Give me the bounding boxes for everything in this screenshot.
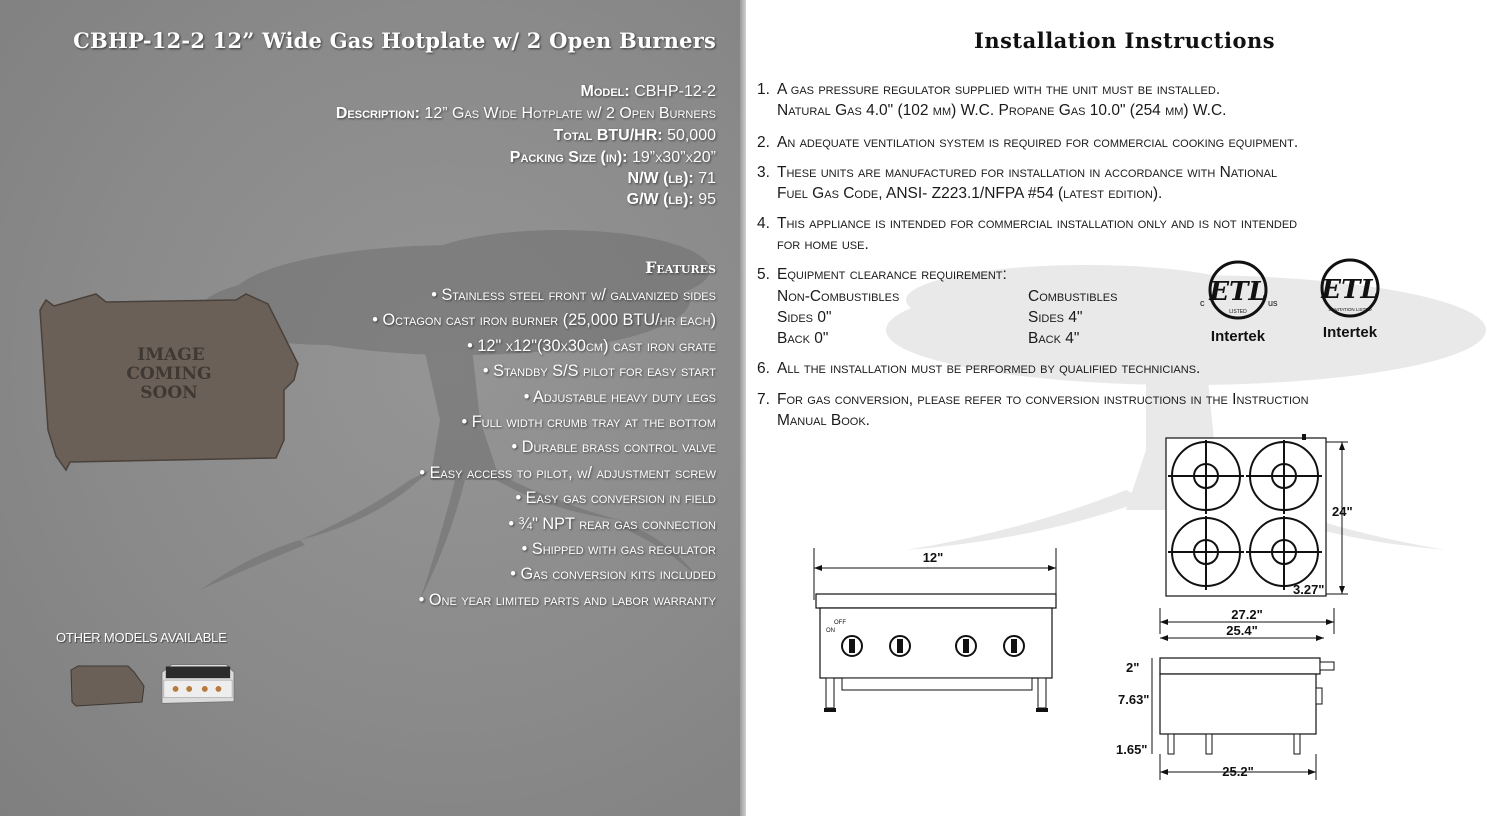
product-title: CBHP-12-2 12” Wide Gas Hotplate w/ 2 Open Burners — [73, 28, 716, 53]
installation-panel — [746, 0, 1487, 816]
clearance-row: Sides 4" — [1028, 309, 1083, 326]
instruction-number: 6. — [757, 360, 770, 377]
other-model-thumb-1[interactable] — [68, 662, 146, 708]
cert-brand: Intertek — [1210, 328, 1266, 345]
instruction-number: 1. — [757, 81, 770, 98]
clearance-row: Back 0" — [777, 330, 829, 347]
instruction-line: All the installation must be performed by qualified technicians. — [777, 360, 1201, 377]
instruction-5 — [757, 265, 1007, 286]
other-model-thumb-2[interactable] — [158, 662, 236, 708]
dim-depth: 24" — [1332, 504, 1353, 519]
spec-value: 19”x30”x20” — [631, 149, 716, 166]
instruction-1 — [757, 80, 1227, 121]
cert-mark: ETL — [1321, 275, 1379, 305]
placeholder-line: IMAGE — [137, 345, 205, 365]
spec-description — [336, 103, 716, 125]
top-view-drawing — [1158, 432, 1358, 602]
feature-item: • Gas conversion kits included — [510, 565, 716, 584]
instruction-line: Manual Book. — [777, 411, 870, 429]
spec-value: 12” Gas Wide Hotplate w/ 2 Open Burners — [424, 105, 716, 122]
clearance-col-noncombustible — [777, 286, 899, 349]
feature-item: • Shipped with gas regulator — [521, 540, 716, 559]
instruction-line: Fuel Gas Code, ANSI- Z223.1/NFPA #54 (latest edition). — [777, 184, 1163, 202]
spec-packing-size — [510, 147, 716, 169]
cert-right: us — [1268, 298, 1278, 308]
dim-body-width: 25.4" — [1226, 623, 1258, 638]
feature-item: • Easy access to pilot, w/ adjustment screw — [419, 463, 716, 482]
etl-sanitation-mark-icon — [1306, 258, 1396, 344]
cert-brand: Intertek — [1322, 324, 1378, 341]
clearance-heading: Combustibles — [1028, 288, 1118, 305]
instruction-2 — [757, 133, 1298, 154]
placeholder-line: COMING — [126, 364, 212, 384]
features-heading: Features — [645, 258, 716, 277]
instruction-number: 4. — [757, 215, 770, 232]
clearance-col-combustible — [1028, 286, 1117, 349]
feature-item: • Stainless steel front w/ galvanized sides — [431, 286, 716, 304]
spec-label: Total BTU/HR: — [553, 127, 663, 144]
dim-front-width: 12" — [922, 550, 944, 565]
instruction-4 — [757, 214, 1297, 255]
spec-label: G/W (lb): — [626, 191, 694, 208]
spec-value: 95 — [698, 191, 716, 208]
cert-sub: SANITATION LISTED — [1328, 307, 1372, 312]
feature-item: • Easy gas conversion in field — [515, 489, 716, 508]
spec-label: N/W (lb): — [627, 170, 694, 187]
etl-listed-mark-icon — [1194, 260, 1284, 346]
feature-item: • Adjustable heavy duty legs — [523, 387, 716, 406]
installation-title: Installation Instructions — [974, 28, 1276, 53]
dim-overall-width: 27.2" — [1231, 607, 1263, 622]
dim-base-width: 25.2" — [1222, 764, 1254, 779]
spec-btu — [554, 125, 717, 147]
spec-label: Packing Size (in): — [509, 149, 628, 166]
instruction-line: Equipment clearance requirement: — [777, 266, 1007, 283]
feature-item: • Standby S/S pilot for easy start — [482, 362, 716, 381]
clearance-row: Sides 0" — [777, 309, 832, 326]
cert-mark: ETL — [1209, 277, 1267, 307]
other-models-label: OTHER MODELS AVAILABLE — [56, 630, 227, 645]
spec-label: Model: — [580, 83, 630, 100]
instruction-line: This appliance is intended for commercial installation only and is not intended — [777, 215, 1298, 232]
spec-gross-weight — [627, 189, 716, 211]
instruction-line: Natural Gas 4.0" (102 mm) W.C. Propane Gas 10.0" (254 mm) W.C. — [777, 101, 1227, 119]
instruction-line: for home use. — [777, 235, 869, 253]
spec-value: 71 — [698, 170, 716, 187]
dim-leg-height: 1.65" — [1116, 742, 1148, 757]
spec-net-weight — [628, 168, 716, 190]
instruction-line: An adequate ventilation system is required for commercial cooking equipment. — [777, 134, 1299, 151]
knob-label-on: ON — [826, 628, 835, 634]
instruction-line: These units are manufactured for installation in accordance with National — [777, 164, 1278, 181]
feature-item: • Durable brass control valve — [511, 438, 716, 457]
spec-value: 50,000 — [667, 127, 716, 144]
instruction-line: A gas pressure regulator supplied with the unit must be installed. — [777, 81, 1221, 98]
features-list — [372, 283, 716, 613]
placeholder-line: SOON — [140, 383, 198, 403]
instruction-number: 5. — [757, 266, 770, 283]
spec-label: Description: — [335, 105, 420, 122]
instruction-number: 3. — [757, 164, 770, 181]
knob-label-off: OFF — [834, 620, 846, 626]
clearance-row: Back 4" — [1028, 330, 1080, 347]
product-image-placeholder — [36, 280, 314, 480]
cert-left: c — [1200, 298, 1205, 308]
instruction-7 — [757, 390, 1309, 431]
cert-sub: LISTED — [1229, 309, 1247, 315]
feature-item: • ¾" NPT rear gas connection — [508, 514, 716, 533]
instruction-3 — [757, 163, 1277, 204]
feature-item: • Full width crumb tray at the bottom — [461, 413, 716, 432]
feature-item: • 12" x12"(30x30cm) cast iron grate — [467, 336, 716, 355]
instruction-number: 2. — [757, 134, 770, 151]
front-view-drawing — [806, 540, 1068, 720]
side-view-drawing — [1116, 604, 1346, 786]
instruction-6 — [757, 359, 1200, 380]
clearance-heading: Non-Combustibles — [777, 288, 900, 305]
feature-item: • One year limited parts and labor warranty — [418, 590, 716, 609]
dim-top-height: 2" — [1126, 660, 1140, 675]
spec-value: CBHP-12-2 — [634, 83, 716, 100]
spec-model — [581, 81, 716, 103]
dim-body-height: 7.63" — [1118, 692, 1150, 707]
feature-item: • Octagon cast iron burner (25,000 BTU/hr each) — [372, 311, 716, 330]
dim-rear-offset: 3.27" — [1293, 582, 1325, 597]
instruction-number: 7. — [757, 391, 770, 408]
instruction-line: For gas conversion, please refer to conversion instructions in the Instruction — [777, 391, 1309, 408]
